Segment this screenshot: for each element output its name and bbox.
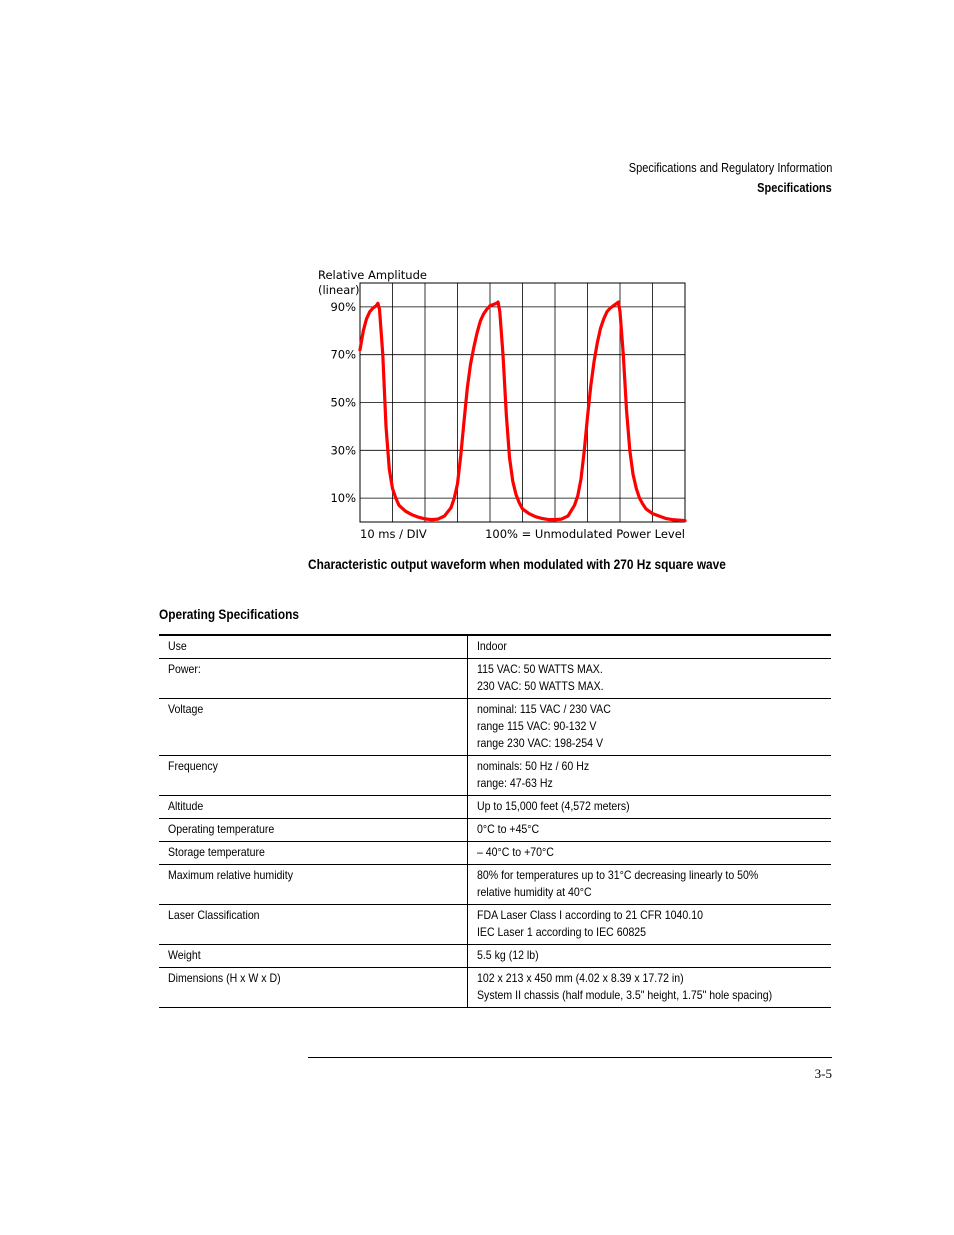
waveform-chart xyxy=(300,262,700,547)
spec-label-cell xyxy=(159,796,468,819)
spec-value: range: 47-63 Hz xyxy=(477,776,553,790)
table-row xyxy=(159,968,831,1008)
table-row xyxy=(159,796,831,819)
table-row xyxy=(159,819,831,842)
spec-label: Dimensions (H x W x D) xyxy=(168,971,281,985)
table-row xyxy=(159,865,831,905)
spec-value-cell xyxy=(468,699,832,756)
spec-value: 0°C to +45°C xyxy=(477,822,540,836)
chart-note: 100% = Unmodulated Power Level xyxy=(485,527,685,541)
spec-label-cell xyxy=(159,699,468,756)
spec-label: Operating temperature xyxy=(168,822,275,836)
table-row xyxy=(159,842,831,865)
spec-label: Laser Classification xyxy=(168,908,260,922)
spec-value: FDA Laser Class I according to 21 CFR 1040.10 xyxy=(477,908,703,922)
spec-label-cell xyxy=(159,905,468,945)
spec-label-cell xyxy=(159,659,468,699)
spec-value: Up to 15,000 feet (4,572 meters) xyxy=(477,799,630,813)
spec-label-cell xyxy=(159,945,468,968)
spec-value: 102 x 213 x 450 mm (4.02 x 8.39 x 17.72 in) xyxy=(477,971,684,985)
spec-value: Indoor xyxy=(477,639,507,653)
y-tick-label: 30% xyxy=(330,443,356,458)
spec-value: System II chassis (half module, 3.5" height, 1.75" hole spacing) xyxy=(477,988,773,1002)
table-row xyxy=(159,659,831,699)
spec-label: Maximum relative humidity xyxy=(168,868,294,882)
table-row xyxy=(159,635,831,659)
y-tick-label: 90% xyxy=(330,299,356,314)
spec-value: nominal: 115 VAC / 230 VAC xyxy=(477,702,611,716)
y-tick-label: 50% xyxy=(330,395,356,410)
spec-label-cell xyxy=(159,756,468,796)
spec-label: Altitude xyxy=(168,799,204,813)
y-axis-ticks xyxy=(330,300,356,505)
spec-label: Power: xyxy=(168,662,201,676)
spec-value: – 40°C to +70°C xyxy=(477,845,554,859)
y-tick-label: 10% xyxy=(330,491,356,506)
spec-value: 80% for temperatures up to 31°C decreasing linearly to 50% xyxy=(477,868,759,882)
spec-value: 230 VAC: 50 WATTS MAX. xyxy=(477,679,604,693)
spec-value-cell xyxy=(468,842,832,865)
spec-label: Storage temperature xyxy=(168,845,265,859)
spec-label: Use xyxy=(168,639,187,653)
spec-value: 5.5 kg (12 lb) xyxy=(477,948,539,962)
table-row xyxy=(159,945,831,968)
spec-label: Frequency xyxy=(168,759,218,773)
section-title: Operating Specifications xyxy=(159,607,299,622)
spec-label-cell xyxy=(159,842,468,865)
y-tick-label: 70% xyxy=(330,347,356,362)
running-header-section: Specifications and Regulatory Information xyxy=(628,161,832,175)
spec-label-cell xyxy=(159,635,468,659)
spec-value-cell xyxy=(468,756,832,796)
spec-label: Voltage xyxy=(168,702,204,716)
spec-value-cell xyxy=(468,796,832,819)
spec-value: 115 VAC: 50 WATTS MAX. xyxy=(477,662,603,676)
spec-label-cell xyxy=(159,968,468,1008)
spec-value: range 230 VAC: 198-254 V xyxy=(477,736,604,750)
spec-value-cell xyxy=(468,968,832,1008)
spec-value: relative humidity at 40°C xyxy=(477,885,592,899)
spec-value-cell xyxy=(468,635,832,659)
spec-value: range 115 VAC: 90-132 V xyxy=(477,719,597,733)
footer-rule xyxy=(308,1057,832,1058)
spec-label-cell xyxy=(159,819,468,842)
table-row xyxy=(159,905,831,945)
x-axis-label: 10 ms / DIV xyxy=(360,527,427,541)
y-axis-label-line1: Relative Amplitude xyxy=(318,268,427,282)
y-axis-label-line2: (linear) xyxy=(318,283,360,297)
spec-value-cell xyxy=(468,865,832,905)
table-row xyxy=(159,756,831,796)
spec-value-cell xyxy=(468,905,832,945)
page-number: 3-5 xyxy=(814,1066,832,1081)
spec-value-cell xyxy=(468,659,832,699)
operating-specifications-table xyxy=(159,634,831,1008)
spec-label-cell xyxy=(159,865,468,905)
figure-caption: Characteristic output waveform when modulated with 270 Hz square wave xyxy=(308,557,726,572)
spec-value-cell xyxy=(468,945,832,968)
spec-value-cell xyxy=(468,819,832,842)
running-header-subsection: Specifications xyxy=(757,181,832,195)
spec-value: IEC Laser 1 according to IEC 60825 xyxy=(477,925,647,939)
spec-value: nominals: 50 Hz / 60 Hz xyxy=(477,759,590,773)
table-row xyxy=(159,699,831,756)
spec-label: Weight xyxy=(168,948,201,962)
